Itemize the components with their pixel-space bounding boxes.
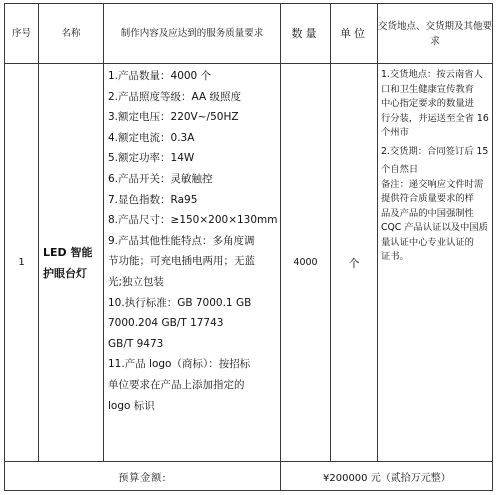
- row-seq: 1: [5, 64, 39, 462]
- terms-line: 量认证中心专业认证的: [381, 236, 474, 248]
- terms-line: 行分装，并运送至全省 16: [381, 112, 489, 124]
- content-line: GB/T 9473: [108, 337, 164, 350]
- content-line: logo 标识: [108, 399, 155, 412]
- content-line: 5.额定功率：14W: [108, 152, 195, 165]
- terms-line: 中心指定要求的数量进: [381, 98, 474, 109]
- content-line: 9.产品其他性能特点：多角度调: [108, 234, 255, 247]
- row-name: LED 智能护眼台灯: [39, 64, 104, 462]
- terms-line: 证书。: [381, 251, 409, 262]
- total-row: [5, 462, 493, 491]
- row-terms: [378, 64, 493, 462]
- content-line: 10.执行标准：GB 7000.1 GB: [108, 296, 252, 309]
- terms-line: 品及产品的中国强制性: [381, 207, 474, 219]
- terms-line: 提供符合质量要求的样: [381, 193, 474, 204]
- content-line: 3.额定电压：220V~/50HZ: [108, 111, 239, 124]
- row-content: [104, 64, 281, 462]
- header-row: [5, 4, 493, 64]
- row-unit: 个: [331, 64, 378, 462]
- budget-label: 预算金额:: [5, 462, 281, 491]
- content-line: 2.产品照度等级：AA 级照度: [108, 90, 242, 103]
- content-line: 6.产品开关：灵敏触控: [108, 172, 213, 185]
- content-line: 11.产品 logo（商标）：按招标: [108, 358, 251, 371]
- header-name: 名称: [39, 4, 104, 64]
- header-terms: 交货地点、交货期及其他要求: [378, 4, 493, 64]
- header-qty: 数量: [281, 4, 331, 64]
- content-line: 8.产品尺寸：≥150×200×130mm: [108, 214, 278, 227]
- terms-line: 个自然日: [381, 164, 419, 175]
- content-line: 7000.204 GB/T 17743: [108, 317, 224, 330]
- content-line: 光;独立包装: [108, 275, 165, 288]
- content-line: 4.额定电流：0.3A: [108, 131, 195, 144]
- header-seq: 序号: [5, 4, 39, 64]
- terms-line: 2.交货期：合同签订后 15: [381, 145, 489, 157]
- content-line: 7.显色指数：Ra95: [108, 193, 198, 206]
- row-qty: 4000: [281, 64, 331, 462]
- terms-line: 1.交货地点：按云南省人: [381, 69, 483, 80]
- terms-line: 口和卫生健康宣传教育: [381, 83, 474, 95]
- header-content: 制作内容及应达到的服务质量要求: [104, 4, 281, 64]
- terms-line: CQC 产品认证以及中国质: [381, 222, 488, 233]
- content-line: 单位要求在产品上添加指定的: [108, 378, 245, 391]
- terms-line: 备注：递交响应文件时需: [381, 178, 484, 190]
- header-unit: 单位: [331, 4, 378, 64]
- table-row: [5, 64, 493, 462]
- budget-amount: ¥200000 元（贰拾万元整）: [281, 462, 493, 491]
- requirements-table: [4, 3, 493, 491]
- content-line: 1.产品数量：4000 个: [108, 70, 212, 82]
- content-line: 节功能；可充电插电两用；无蓝: [108, 255, 255, 268]
- terms-line: 个州市: [381, 127, 409, 138]
